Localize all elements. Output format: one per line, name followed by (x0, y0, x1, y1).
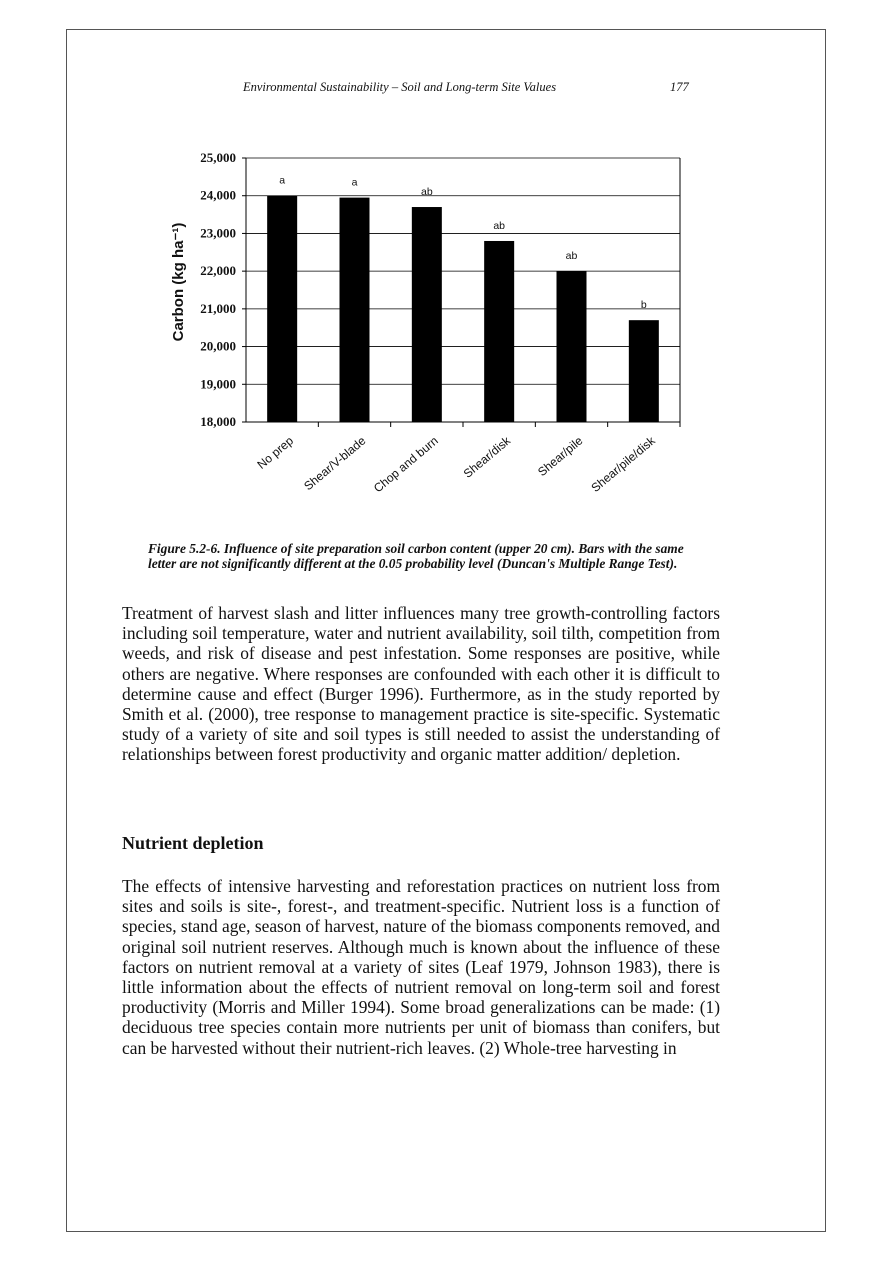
page-number: 177 (670, 80, 689, 94)
y-tick-label: 20,000 (200, 338, 236, 354)
x-category-label: No prep (254, 433, 297, 472)
significance-letter: a (351, 176, 358, 189)
x-category-label: Shear/disk (460, 433, 514, 481)
y-tick-label: 21,000 (200, 300, 236, 316)
y-tick-label: 22,000 (200, 263, 236, 279)
x-category-label: Shear/pile/disk (588, 433, 658, 495)
y-tick-label: 24,000 (200, 187, 236, 203)
significance-letter: b (640, 299, 647, 312)
x-category-label: Shear/pile (535, 433, 586, 480)
bar (629, 320, 659, 422)
figure-caption: Figure 5.2-6. Influence of site preparation soil carbon content (upper 20 cm). Bars with the same letter are not significantly different at the 0.05 probability level (Duncan's Multiple Range Test). (148, 541, 684, 571)
y-tick-label: 23,000 (200, 225, 236, 241)
significance-letter: a (279, 174, 286, 187)
chart-gridlines (246, 158, 680, 422)
running-title: Environmental Sustainability – Soil and Long-term Site Values (243, 80, 557, 94)
paragraph-2: The effects of intensive harvesting and reforestation practices on nutrient loss from sites and soils is site-, forest-, and treatment-specific. Nutrient loss is a function of species, stand age, season of harvest, nature of the biomass components removed, and original soil nutrient reserves. Although much is known about the influence of these factors on nutrient removal at a variety of sites (Leaf 1979, Johnson 1983), there is little information about the effects of nutrient removal on long-term soil and forest productivity (Morris and Miller 1994). Some broad generalizations can be made: (1) deciduous tree species contain more nutrients per unit of biomass than conifers, but can be harvested without their nutrient-rich leaves. (2) Whole-tree harvesting in (122, 876, 720, 1058)
running-header (0, 80, 893, 100)
significance-letter: ab (565, 250, 578, 263)
bar (557, 271, 587, 422)
x-category-label: Shear/V-blade (301, 433, 369, 494)
bar (484, 241, 514, 422)
y-axis-label: Carbon (kg ha⁻¹) (170, 222, 187, 342)
carbon-bar-chart (160, 140, 700, 525)
significance-letter: ab (493, 219, 506, 232)
bar (267, 196, 297, 422)
section-heading: Nutrient depletion (122, 833, 264, 853)
bar (340, 198, 370, 422)
x-category-label: Chop and burn (370, 433, 441, 496)
y-tick-label: 19,000 (200, 376, 236, 392)
bar (412, 207, 442, 422)
y-tick-label: 25,000 (200, 150, 236, 165)
y-tick-label: 18,000 (200, 414, 236, 429)
chart-axes (242, 158, 680, 427)
significance-letter: ab (420, 186, 433, 199)
paragraph-1: Treatment of harvest slash and litter influences many tree growth-controlling factors including soil temperature, water and nutrient availability, soil tilth, competition from weeds, and risk of disease and pest infestation. Some responses are positive, while others are negative. Where responses are confounded with each other it is difficult to determine cause and effect (Burger 1996). Furthermore, as in the study reported by Smith et al. (2000), tree response to management practice is site-specific. Systematic study of a variety of site and soil types is still needed to assist the understanding of relationships between forest productivity and organic matter addition/ depletion. (122, 603, 720, 765)
